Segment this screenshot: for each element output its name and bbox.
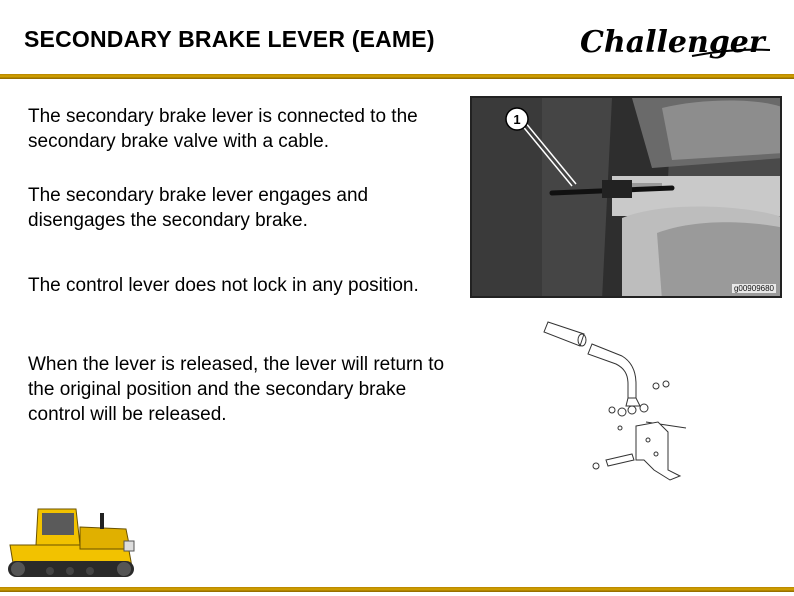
header-divider — [0, 74, 794, 79]
callout-marker — [504, 106, 530, 132]
lever-assembly-diagram — [536, 310, 696, 490]
challenger-logo — [572, 14, 772, 70]
image-reference-code: g00909680 — [733, 284, 774, 293]
paragraph-lever-release: When the lever is released, the lever will return to the original position and the secondary brake control will be released. — [28, 354, 445, 425]
page-title: SECONDARY BRAKE LEVER (EAME) — [24, 26, 435, 52]
paragraph-cable-connection: The secondary brake lever is connected to the secondary brake valve with a cable. — [28, 106, 418, 152]
svg-text:1: 1 — [513, 112, 521, 127]
paragraph-no-lock: The control lever does not lock in any position. — [28, 275, 419, 296]
footer-divider — [0, 587, 794, 592]
svg-text:Challenger: Challenger — [580, 25, 765, 60]
paragraph-engage-disengage: The secondary brake lever engages and disengages the secondary brake. — [28, 185, 369, 231]
tractor-image — [4, 497, 138, 581]
